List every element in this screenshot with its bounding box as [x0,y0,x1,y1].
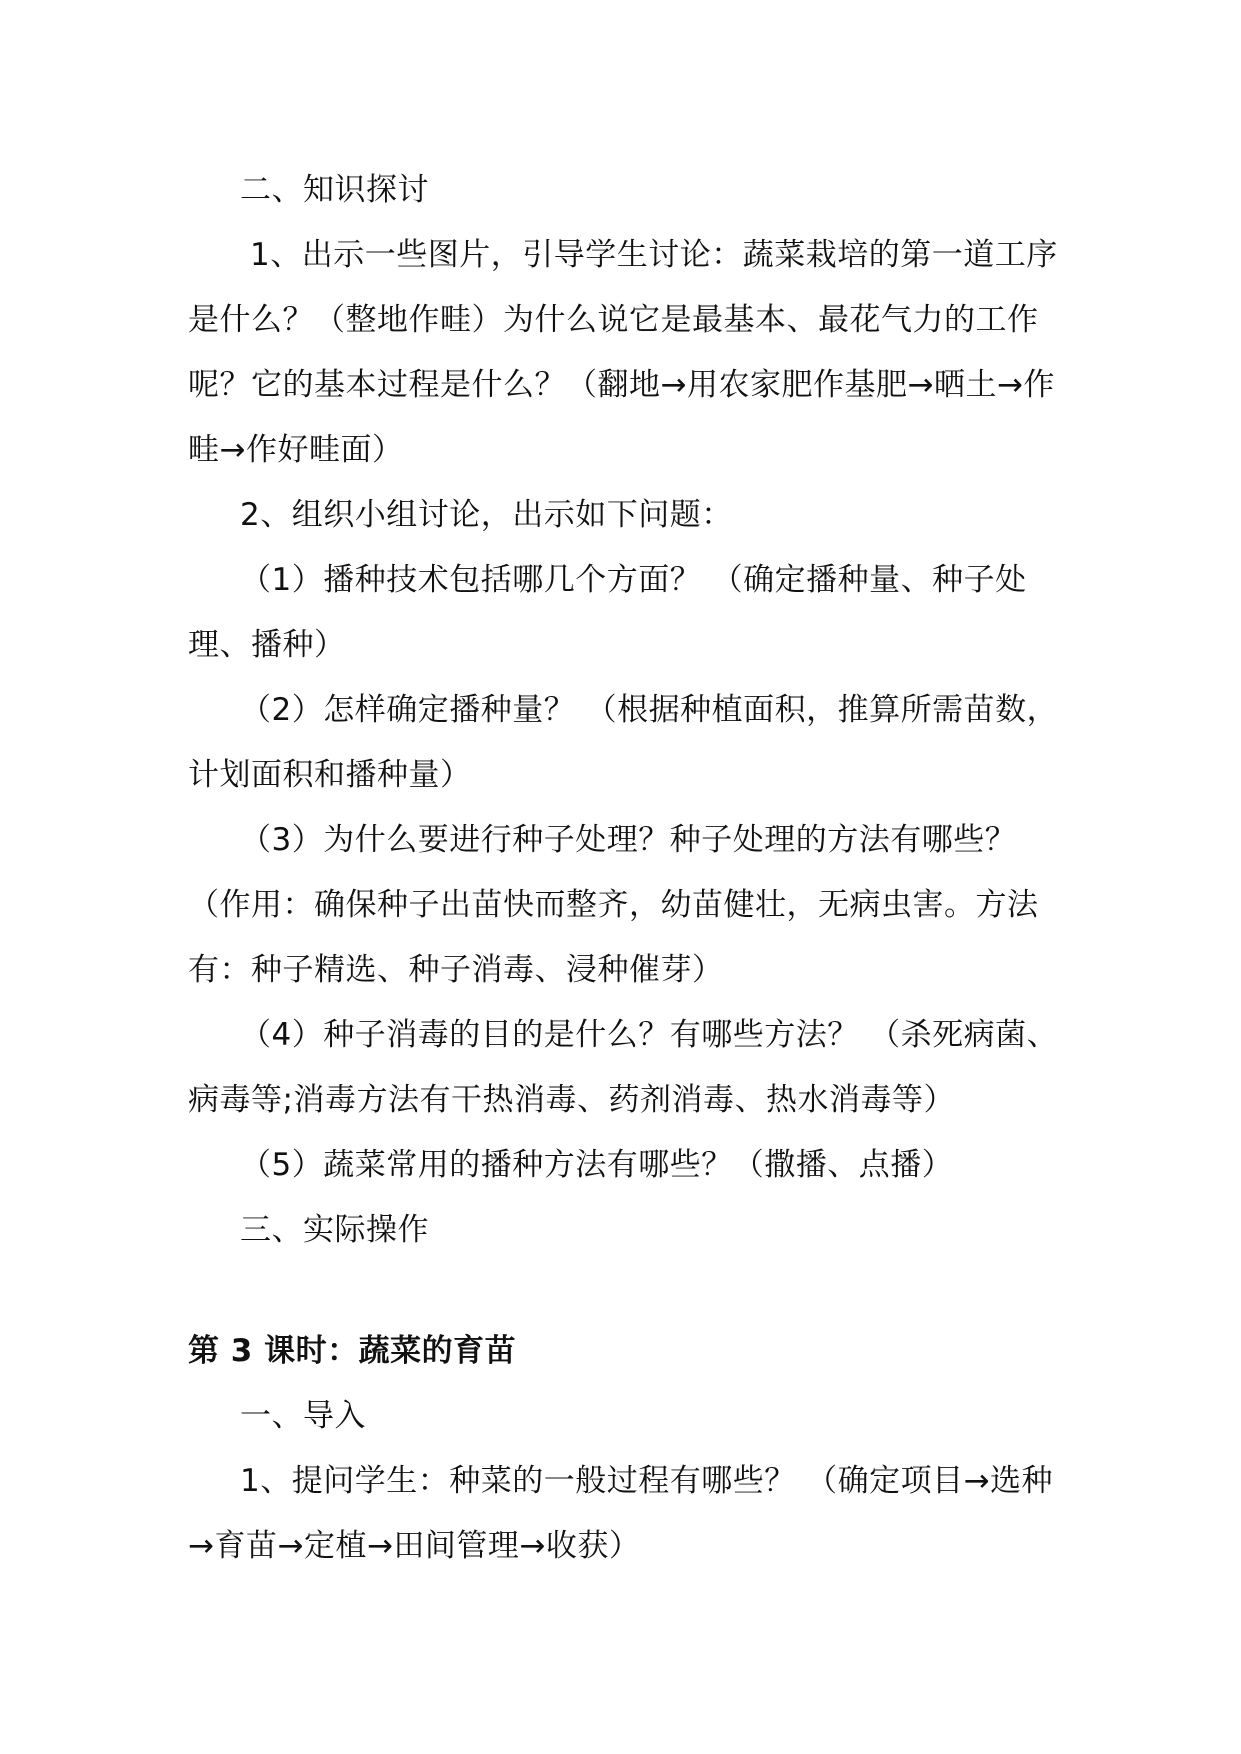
question-1: （1）播种技术包括哪几个方面？ （确定播种量、种子处理、播种） [188,562,1027,663]
document-body [188,158,1068,1579]
intro-question-1: 1、提问学生：种菜的一般过程有哪些？ （确定项目→选种→育苗→定植→田间管理→收获） [188,1463,1054,1564]
paragraph-item-1: 1、出示一些图片，引导学生讨论：蔬菜栽培的第一道工序是什么？（整地作畦）为什么说它是最基本、最花气力的工作呢？它的基本过程是什么？（翻地→用农家肥作基肥→晒土→作畦→作好畦面） [188,237,1058,468]
question-5: （5）蔬菜常用的播种方法有哪些？（撒播、点播） [240,1147,954,1183]
question-2: （2）怎样确定播种量？ （根据种植面积，推算所需苗数，计划面积和播种量） [188,692,1059,793]
heading-practical-operation: 三、实际操作 [240,1212,429,1248]
lesson-title: 第 3 课时：蔬菜的育苗 [188,1333,517,1369]
heading-introduction: 一、导入 [240,1398,366,1434]
heading-knowledge-discussion: 二、知识探讨 [240,172,429,208]
question-3: （3）为什么要进行种子处理？种子处理的方法有哪些？（作用：确保种子出苗快而整齐，幼苗健壮，无病虫害。方法有：种子精选、种子消毒、浸种催芽） [188,822,1039,988]
question-4: （4）种子消毒的目的是什么？有哪些方法？ （杀死病菌、病毒等;消毒方法有干热消毒、药剂消毒、热水消毒等） [188,1017,1059,1118]
paragraph-item-2: 2、组织小组讨论，出示如下问题： [240,497,733,533]
